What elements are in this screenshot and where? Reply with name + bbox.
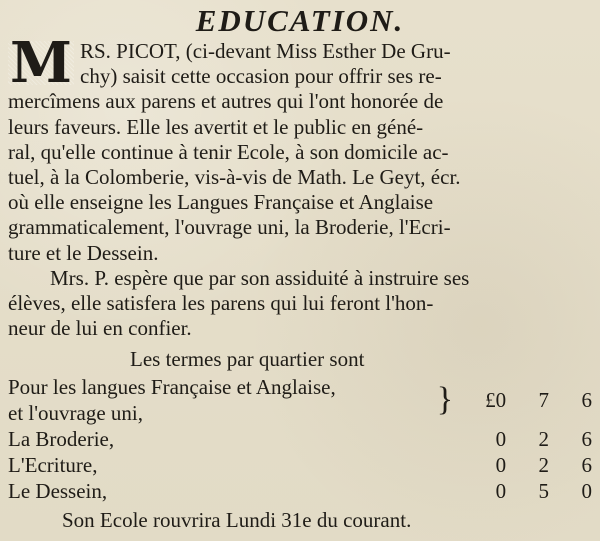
paragraph-line: RS. PICOT, (ci-devant Miss Esther De Gru-: [80, 39, 451, 63]
price-pounds: 0: [495, 426, 507, 451]
paragraph-line: leurs faveurs. Elle les avertit et le public en géné-: [8, 114, 424, 139]
price-label: L'Ecriture,: [8, 452, 98, 477]
price-pounds: £0: [485, 387, 507, 412]
price-pounds: 0: [495, 452, 507, 477]
paragraph-line: tuel, à la Colomberie, vis-à-vis de Math. Le Geyt, écr.: [8, 165, 461, 190]
price-pence: 6: [581, 452, 592, 477]
heading-education: EDUCATION.: [195, 3, 405, 38]
dropcap-letter: M: [10, 30, 72, 96]
price-pounds: 0: [495, 478, 507, 503]
terms-heading: Les termes par quartier sont: [130, 347, 365, 372]
price-shillings: 2: [538, 452, 550, 477]
paragraph-line: élèves, elle satisfera les parens qui lui feront l'hon-: [8, 291, 434, 316]
paragraph-line: ture et le Dessein.: [8, 240, 159, 265]
price-label: La Broderie,: [8, 426, 115, 451]
price-pence: 6: [581, 426, 592, 451]
paragraph-line: où elle enseigne les Langues Française et Anglaise: [8, 190, 434, 215]
price-shillings: 2: [538, 426, 550, 451]
price-shillings: 5: [538, 478, 550, 503]
table-row: [8, 374, 592, 400]
paragraph-line: Mrs. P. espère que par son assiduité à instruire ses: [50, 265, 470, 290]
price-label: Pour les langues Française et Anglaise,: [8, 374, 336, 399]
price-pence: 6: [581, 387, 592, 412]
price-label: Le Dessein,: [8, 478, 108, 503]
table-row: [8, 426, 592, 452]
paragraph-promise: [8, 266, 592, 342]
paragraph-line: mercîmens aux parens et autres qui l'ont honorée de: [8, 89, 444, 114]
closing-line: Son Ecole rouvrira Lundi 31e du courant.: [62, 508, 412, 533]
table-row: [8, 452, 592, 478]
paragraph-line: ral, qu'elle continue à tenir Ecole, à son domicile ac-: [8, 139, 449, 164]
brace-glyph: }: [436, 381, 454, 419]
paragraph-line: grammaticalement, l'ouvrage uni, la Broderie, l'Ecri-: [8, 215, 451, 240]
price-pence: 0: [581, 478, 592, 503]
paragraph-line: neur de lui en confier.: [8, 316, 192, 341]
paragraph-announcement: [8, 30, 592, 266]
price-shillings: 7: [538, 387, 550, 412]
price-table: [8, 374, 592, 504]
table-row: [8, 478, 592, 504]
paragraph-line: chy) saisit cette occasion pour offrir ses re-: [80, 64, 442, 89]
price-label: et l'ouvrage uni,: [8, 400, 143, 425]
